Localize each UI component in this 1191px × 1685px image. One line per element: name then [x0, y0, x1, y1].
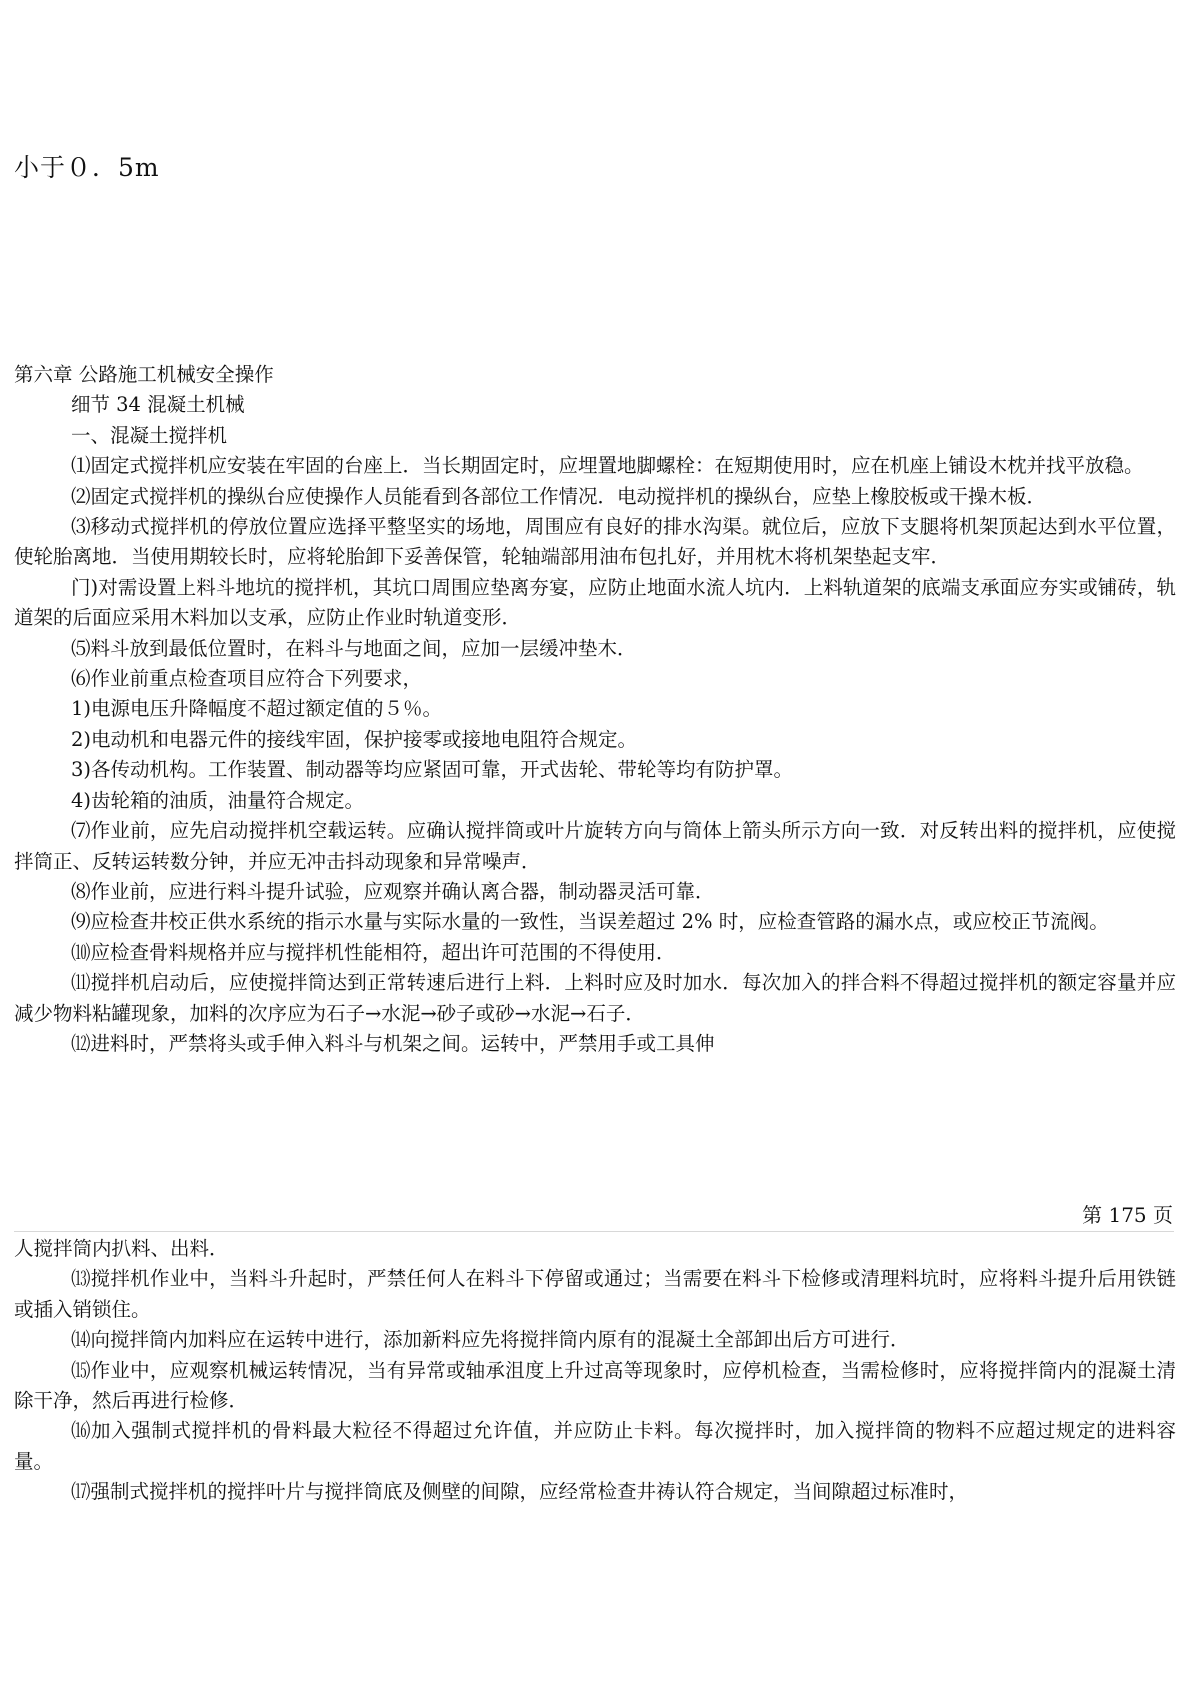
paragraph-16: ⒃加入强制式搅拌机的骨料最大粒径不得超过允许值，并应防止卡料。每次搅拌时，加入搅拌筒的物料不应超过规定的进料容量。: [14, 1419, 1176, 1473]
page-body-before-break: [14, 360, 1176, 1059]
paragraph-12: ⑿进料时，严禁将头或手伸入料斗与机架之间。运转中，严禁用手或工具伸: [70, 1031, 715, 1055]
paragraph-7: ⑺作业前，应先启动搅拌机空载运转。应确认搅拌筒或叶片旋转方向与筒体上箭头所示方向一致．对反转出料的搅拌机，应使搅拌筒正、反转运转数分钟，并应无冲击抖动现象和异常噪声．: [14, 819, 1176, 873]
paragraph-17: ⒄强制式搅拌机的搅拌叶片与搅拌筒底及侧壁的间隙，应经常检查井祷认符合规定，当间隙超过标准时，: [70, 1480, 968, 1504]
top-text-fragment: 小于０．5m: [14, 153, 160, 182]
paragraph-15: ⒂作业中，应观察机械运转情况，当有异常或轴承沮度上升过高等现象时，应停机检查，当需检修时，应将搅拌筒内的混凝土清除干净，然后再进行检修．: [14, 1358, 1176, 1413]
paragraph-4: 门)对需设置上料斗地坑的搅拌机，其坑口周围应垫离夯宴，应防止地面水流人坑内．上料轨道架的底端支承面应夯实或铺砖，轨道架的后面应采用木料加以支承，应防止作业时轨道变形．: [14, 575, 1176, 630]
paragraph-11: ⑾搅拌机启动后，应使搅拌筒达到正常转速后进行上料．上料时应及时加水．每次加入的拌合料不得超过搅拌机的额定容量并应减少物料粘罐现象，加料的次序应为石子→水泥→砂子或砂→水泥→石子．: [14, 971, 1176, 1025]
paragraph-6: ⑹作业前重点检查项目应符合下列要求，: [70, 667, 422, 691]
paragraph-3: ⑶移动式搅拌机的停放位置应选择平整坚实的场地，周围应有良好的排水沟渠。就位后，应放下支腿将机架顶起达到水平位置，使轮胎离地．当使用期较长时，应将轮胎卸下妥善保管，轮轴端部用油布包扎好，并用枕木将机架垫起支牢．: [14, 515, 1176, 569]
check-item-1: 1)电源电压升降幅度不超过额定值的５％。: [70, 697, 442, 721]
check-item-3: 3)各传动机构。工作装置、制动器等均应紧固可靠，开式齿轮、带轮等均有防护罩。: [70, 758, 793, 782]
paragraph-1: ⑴固定式搅拌机应安装在牢固的台座上．当长期固定时，应埋置地脚螺栓：在短期使用时，应在机座上铺设木枕并找平放稳。: [70, 454, 1144, 478]
check-item-4: 4)齿轮箱的油质，油量符合规定。: [70, 788, 364, 812]
check-item-2: 2)电动机和电器元件的接线牢固，保护接零或接地电阻符合规定。: [70, 727, 637, 751]
subsection-title: 一、混凝土搅拌机: [70, 423, 227, 447]
paragraph-10: ⑽应检查骨料规格并应与搅拌机性能相符，超出许可范围的不得使用．: [70, 940, 676, 964]
page-body-after-break: [14, 1234, 1176, 1508]
paragraph-9: ⑼应检查井校正供水系统的指示水量与实际水量的一致性，当误差超过 2% 时，应检查管路的漏水点，或应校正节流阀。: [70, 910, 1109, 934]
paragraph-13: ⒀搅拌机作业中，当料斗升起时，严禁任何人在料斗下停留或通过；当需要在料斗下检修或清理料坑时，应将料斗提升后用铁链或插入销锁住。: [14, 1267, 1176, 1321]
section-title: 细节 34 混凝土机械: [70, 393, 245, 417]
paragraph-8: ⑻作业前，应进行料斗提升试验，应观察并确认离合器，制动器灵活可靠．: [70, 879, 715, 903]
continued-line: 人搅拌筒内扒料、出料．: [14, 1237, 229, 1260]
paragraph-2: ⑵固定式搅拌机的操纵台应使操作人员能看到各部位工作情况．电动搅拌机的操纵台，应垫上橡胶板或干操木板．: [70, 484, 1046, 508]
page-break-divider: [14, 1231, 1174, 1232]
paragraph-5: ⑸料斗放到最低位置时，在料斗与地面之间，应加一层缓冲垫木．: [70, 636, 637, 660]
chapter-title: 第六章 公路施工机械安全操作: [14, 363, 274, 386]
paragraph-14: ⒁向搅拌筒内加料应在运转中进行，添加新料应先将搅拌筒内原有的混凝土全部卸出后方可进行．: [70, 1328, 910, 1352]
page-number: 第 175 页: [1082, 1203, 1173, 1227]
